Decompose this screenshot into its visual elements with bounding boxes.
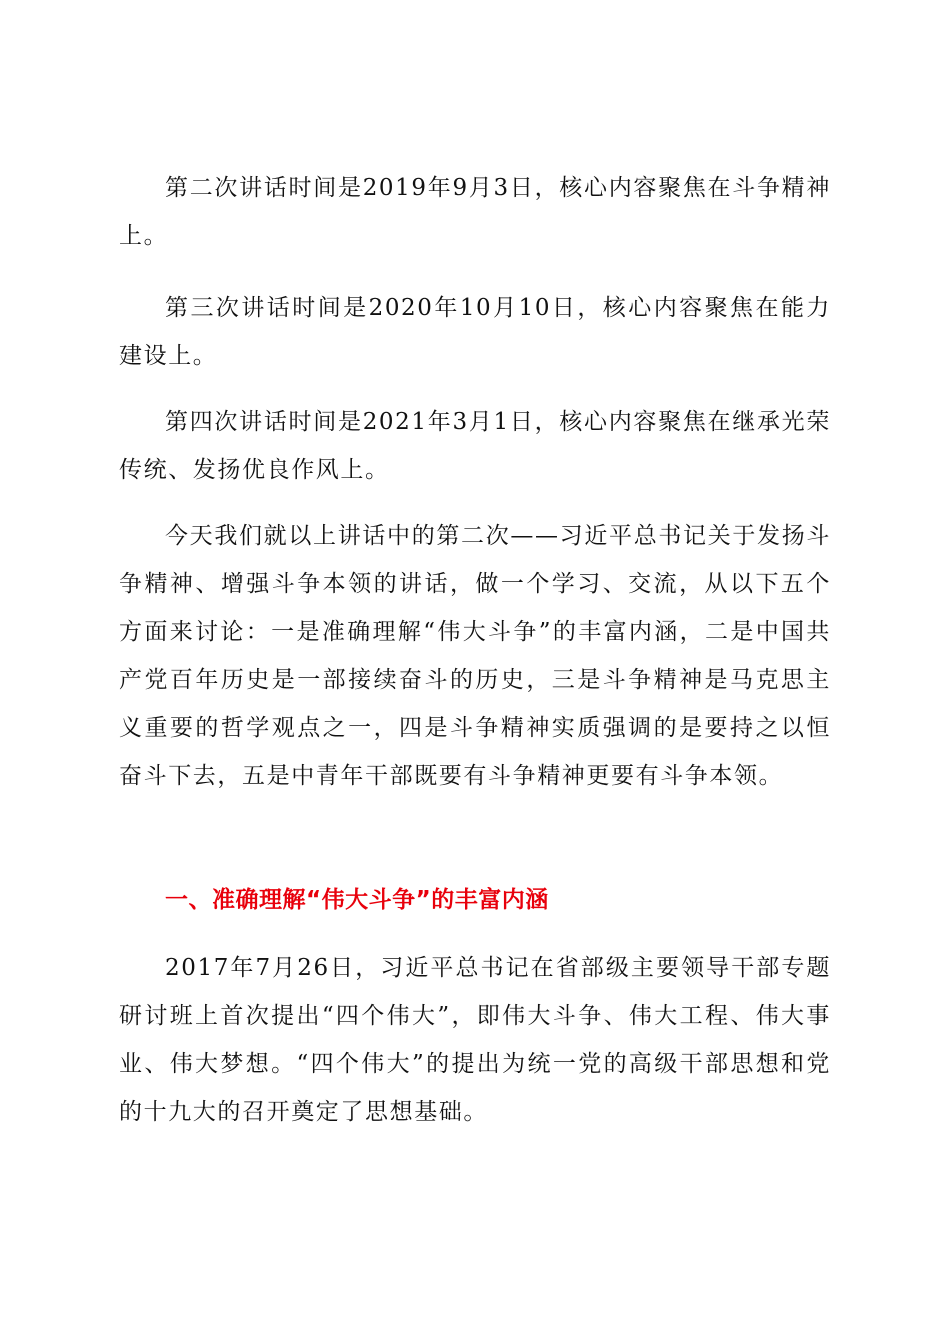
paragraph-introduction: 今天我们就以上讲话中的第二次——习近平总书记关于发扬斗争精神、增强斗争本领的讲话，做一个学习、交流，从以下五个方面来讨论：一是准确理解“伟大斗争”的丰富内涵，二是中国共产党百年历史是一部接续奋斗的历史，三是斗争精神是马克思主义重要的哲学观点之一，四是斗争精神实质强调的是要持之以恒奋斗下去，五是中青年干部既要有斗争精神更要有斗争本领。 [119, 523, 831, 789]
section-paragraph: 2017年7月26日，习近平总书记在省部级主要领导干部专题研讨班上首次提出“四个伟大”，即伟大斗争、伟大工程、伟大事业、伟大梦想。“四个伟大”的提出为统一党的高级干部思想和党的十九大的召开奠定了思想基础。 [119, 955, 831, 1125]
section-heading: 一、准确理解“伟大斗争”的丰富内涵 [165, 887, 549, 913]
paragraph-second-speech: 第二次讲话时间是2019年9月3日，核心内容聚焦在斗争精神上。 [119, 175, 831, 249]
paragraph-fourth-speech: 第四次讲话时间是2021年3月1日，核心内容聚焦在继承光荣传统、发扬优良作风上。 [119, 409, 831, 483]
paragraph-third-speech: 第三次讲话时间是2020年10月10日，核心内容聚焦在能力建设上。 [119, 295, 831, 369]
